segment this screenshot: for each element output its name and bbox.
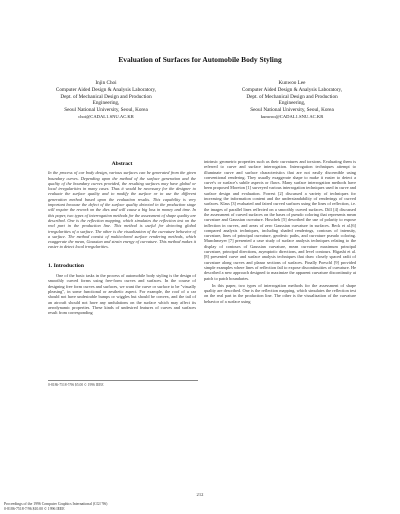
proceedings-line: Proceedings of the 1996 Computer Graphics International (CGI '96) (4, 502, 108, 506)
author-block-2 (212, 80, 372, 121)
author-email: choi@CADAL1.SNU.AC.KR (78, 113, 134, 119)
intro-paragraph: One of the basic tasks in the process of automobile body styling is the design of smoothly curved forms using free-form curves and surfaces. In the course of designing free form curves and surfaces, we want the curve or surface to be "visually pleasing", in some functional or aesthetic aspect. For example, the roof of a car should not have undesirable bumps or wiggles but should be convex, and the tail of an aircraft should not have any undulations on the surface which may affect its aerodynamic properties. These kinds of undesired features of curves and surfaces result from corresponding (48, 273, 196, 316)
author-affiliation-line: Engineering, (278, 100, 306, 107)
proceedings-footer (4, 502, 107, 512)
copyright-notice: 0-8186-7518-7/96 $5.00 © 1996 IEEE (48, 383, 104, 387)
author-name: Kunwoo Lee (278, 80, 306, 86)
author-affiliation-line: Engineering, (92, 100, 120, 107)
abstract-text: In the process of car body design, various surfaces can be generated from the given boundary curves. Depending upon the method of the surface generation and the quality of the boundary curves provided, the resulting surfaces may have global or local irregularities in many cases. Thus it would be necessary for the designer to evaluate the surface quality and to modify the surface or to use the different generation method based upon the evaluation results. This capability is very important because the defect of the surface quality detected in the production stage will require the rework on the dies and will cause a big loss in money and time. In this paper, two types of interrogation methods for the assessment of shape quality are described. One is the reflection mapping, which simulates the reflection test on the real part in the production line. This method is useful for detecting global irregularities of a surface. The other is the visualization of the curvature behavior of a surface. The method consist of multicolored surface rendering methods, which exaggerate the mean, Gaussian and strain energy of curvature. This method makes it easier to detect local irregularities. (48, 170, 196, 250)
left-column (48, 162, 196, 317)
author-affiliation-line: Seoul National University, Seoul, Korea (64, 107, 148, 114)
body-paragraph: intrinsic geometric properties such as their curvatures and torsions. Evaluating them is referred to curve and surface interrogation. Interrogation techniques attempt to illuminate curve and surface characteristics that are not easily discernible using conventional rendering. They usually exaggerate shape to make it easier to detect a curve's or surface's subtle aspects or flaws. Many surface interrogation methods have been proposed Moreton [1] surveyed various interrogation techniques used in curve and surface design and evaluation. Forrest [2] discussed a variety of techniques for increasing the information content and the understandability of renderings of curved surfaces. Klass [3] evaluated and faired curved surfaces using the lines of reflection, i.e. the images of parallel lines reflected on a smoothly curved surfaces. Dill [4] discussed the assessment of curved surfaces on the bases of pseudo coloring that represents mean curvature and Gaussian curvature. Hoschek [5] described the use of polarity to expose inflection in curves, and areas of zero Gaussian curvature in surfaces. Beck et al.[6] compared analysis techniques, including shaded renderings, contours of intensity, curvature, lines of principal curvature, geodesic paths, and curvature pseudo coloring. Munchmeyer [7] presented a case study of surface analysis techniques relating to the display of contours of Gaussian curvature, mean curvature maximum principal curvature, principal directions, asymptotic directions, and level contours. Higashi et al. [8] presented curve and surface analysis techniques that draw closely spaced radii of curvature along curves and planar sections of surfaces. Finally Poeschl [9] provided simple examples where lines of reflection fail to expose discontinuities of curvature. He described a new approach designed to maximize the apparent curvature discontinuity at patch to patch boundaries. (204, 159, 356, 281)
body-paragraph: In this paper, two types of interrogation methods for the assessment of shape quality are described. One is the reflection mapping, which simulates the reflection test on the real part in the production line. The other is the visualization of the curvature behavior of a surface using (204, 282, 356, 304)
author-affiliation-line: Dept. of Mechanical Design and Production (60, 93, 152, 100)
page-number: 212 (196, 492, 204, 497)
paper-title: Evaluation of Surfaces for Automobile Body Styling (118, 55, 282, 64)
author-affiliation-line: Seoul National University, Seoul, Korea (250, 107, 334, 114)
section-heading-introduction: 1. Introduction (48, 262, 84, 269)
author-affiliation-line: Computer Aided Design & Analysis Laboratory, (55, 86, 157, 93)
author-block-1 (26, 80, 186, 121)
author-affiliation-line: Dept. of Mechanical Design and Production (246, 93, 338, 100)
right-column (204, 159, 356, 306)
footnote-rule (48, 380, 198, 381)
abstract-heading: Abstract (111, 161, 133, 167)
author-email: kunwoo@CADAL1.SNU.AC.KR (260, 113, 324, 119)
author-name: Injin Choi (95, 80, 117, 86)
author-affiliation-line: Computer Aided Design & Analysis Laboratory, (241, 86, 343, 93)
proceedings-line: 0-8186-7518-7/96 $10.00 © 1996 IEEE (4, 507, 65, 511)
